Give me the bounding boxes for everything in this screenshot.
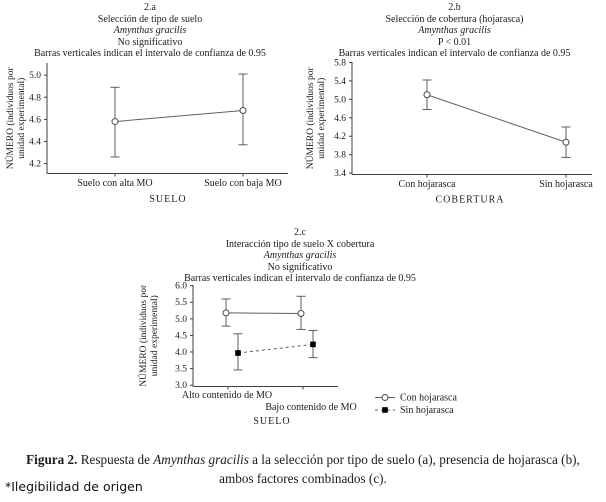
figure-caption-text-2: a la selección por tipo de suelo (a), presencia de hojarasca (b), ambos factores combinados (c).: [219, 452, 580, 486]
legend-label: Con hojarasca: [400, 392, 457, 404]
data-point-marker: [223, 310, 229, 316]
data-point-marker: [298, 311, 304, 317]
chart-2c-ci-note: Barras verticales indican el intervalo de confianza de 0.95: [184, 273, 416, 284]
series-line: [226, 313, 301, 314]
x-category-label: Sin hojarasca: [539, 179, 593, 190]
legend-marker: [382, 407, 388, 413]
series-line: [427, 95, 566, 142]
x-category-label: Con hojarasca: [398, 179, 456, 190]
y-tick-label: 4.4: [29, 137, 41, 148]
chart-2b-id: 2.b: [448, 2, 461, 13]
plot-2b: [303, 59, 606, 209]
x-category-label: Suelo con alta MO: [77, 178, 153, 189]
y-tick-label: 6.0: [175, 281, 187, 292]
data-point-marker: [240, 108, 246, 114]
y-axis-title: unidad experimental): [317, 77, 327, 159]
figure-caption-species: Amynthas gracilis: [153, 452, 249, 468]
y-tick-label: 3.5: [175, 364, 187, 375]
legibility-footnote: *Ilegibilidad de origen: [5, 479, 143, 494]
y-tick-label: 4.6: [29, 115, 41, 126]
y-tick-label: 5.5: [175, 298, 187, 309]
chart-2c-species: Amynthas gracilis: [263, 250, 337, 261]
chart-2a-subtitle: Selección de tipo de suelo: [97, 13, 203, 25]
y-tick-label: 4.0: [175, 348, 187, 359]
data-point-marker: [424, 92, 430, 98]
y-tick-label: 3.8: [334, 150, 346, 161]
y-tick-label: 4.2: [334, 132, 346, 143]
chart-2a-id: 2.a: [144, 2, 156, 13]
y-tick-label: 4.5: [175, 331, 187, 342]
data-point-marker: [235, 350, 241, 356]
y-axis-title: NÚMERO (individuos por: [306, 67, 316, 170]
y-axis-title: NÚMERO (individuos por: [6, 67, 16, 170]
figure-caption-text-1: Respuesta de: [77, 452, 154, 468]
x-axis-title: COBERTURA: [435, 194, 505, 206]
y-axis-title: unidad experimental): [150, 295, 160, 377]
y-tick-label: 4.6: [334, 113, 346, 124]
series-line: [115, 111, 243, 122]
y-tick-label: 4.8: [29, 93, 41, 104]
x-axis-title: SUELO: [149, 194, 187, 205]
chart-2c-significance: No significativo: [267, 261, 333, 273]
series-media: [111, 74, 248, 157]
series-media: [423, 80, 571, 157]
chart-2c-id: 2.c: [294, 227, 306, 238]
y-axis-title: NÚMERO (individuos por: [139, 284, 149, 387]
figure-caption-label: Figura 2.: [26, 452, 78, 468]
data-point-marker: [310, 342, 316, 348]
x-axis-title: SUELO: [253, 416, 291, 427]
legend-marker: [382, 395, 388, 401]
chart-2a-header: [0, 2, 300, 60]
x-category-label: Alto contenido de MO: [181, 390, 273, 401]
chart-2b-ci-note: Barras verticales indican el intervalo de confianza de 0.95: [338, 48, 571, 59]
y-tick-label: 5.0: [175, 314, 187, 325]
chart-2b-subtitle: Selección de cobertura (hojarasca): [385, 13, 524, 25]
chart-2a-ci-note: Barras verticales indican el intervalo de confianza de 0.95: [34, 48, 266, 59]
y-tick-label: 5.0: [29, 71, 41, 82]
series-Con hojarasca: [222, 296, 306, 329]
y-tick-label: 5.0: [334, 95, 346, 106]
chart-2b-species: Amynthas gracilis: [418, 25, 491, 36]
legend: [375, 393, 457, 417]
y-tick-label: 5.4: [334, 76, 346, 87]
chart-2c-subtitle: Interacción tipo de suelo X cobertura: [225, 238, 375, 250]
data-point-marker: [112, 119, 118, 125]
legend-label: Sin hojarasca: [400, 405, 454, 416]
series-line: [238, 344, 313, 353]
y-tick-label: 3.4: [334, 169, 346, 180]
series-Sin hojarasca: [234, 330, 318, 369]
y-axis-title: unidad experimental): [17, 77, 27, 159]
y-tick-label: 5.8: [334, 58, 346, 69]
chart-2b-significance: P < 0.01: [437, 36, 472, 48]
x-category-label: Suelo con baja MO: [204, 178, 282, 189]
chart-2a-species: Amynthas gracilis: [113, 25, 187, 36]
y-tick-label: 4.2: [29, 159, 41, 170]
y-tick-label: 3.0: [175, 381, 187, 392]
data-point-marker: [563, 139, 569, 145]
chart-2a-significance: No significativo: [117, 36, 183, 48]
x-category-label: Bajo contenido de MO: [265, 402, 357, 413]
plot-2a: [0, 59, 300, 211]
plot-2c: [130, 281, 530, 434]
chart-2b-header: [303, 2, 606, 60]
chart-2c-header: [100, 227, 500, 285]
